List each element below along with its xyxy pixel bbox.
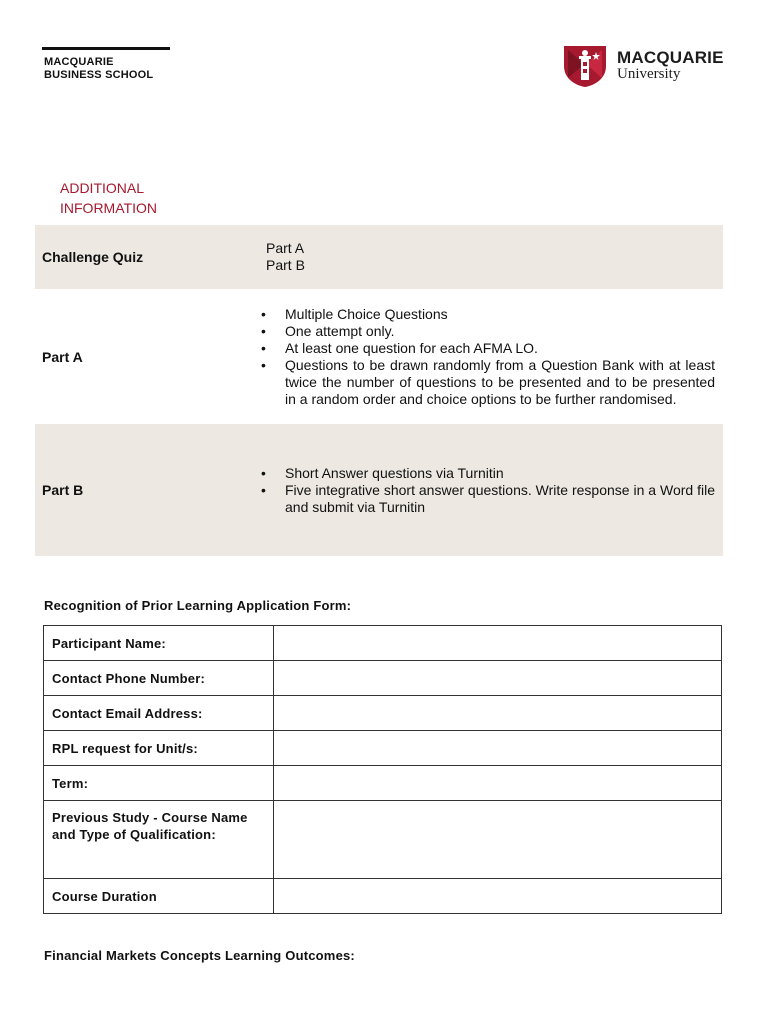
learning-outcomes-heading: Financial Markets Concepts Learning Outcomes: xyxy=(44,948,355,963)
list-item: • Five integrative short answer questions. Write response in a Word file and submit via Turnitin xyxy=(260,482,715,516)
field-label: Term: xyxy=(44,766,274,801)
university-logo xyxy=(562,44,732,90)
info-label: Part B xyxy=(42,482,84,498)
list-item: • At least one question for each AFMA LO. xyxy=(260,340,715,357)
bullet-list xyxy=(260,465,715,516)
field-label: Contact Phone Number: xyxy=(44,661,274,696)
logo-subtitle: University xyxy=(617,66,681,82)
field-label: Previous Study - Course Name and Type of Qualification: xyxy=(44,801,274,879)
form-row xyxy=(44,661,722,696)
field-label: RPL request for Unit/s: xyxy=(44,731,274,766)
info-value: Part A Part B xyxy=(266,240,305,273)
info-label: Part A xyxy=(42,348,83,365)
field-label: Contact Email Address: xyxy=(44,696,274,731)
list-item: • Short Answer questions via Turnitin xyxy=(260,465,715,482)
rpl-units-field[interactable] xyxy=(274,731,722,766)
university-crest-icon xyxy=(562,44,608,88)
form-row xyxy=(44,696,722,731)
form-row xyxy=(44,766,722,801)
participant-name-field[interactable] xyxy=(274,626,722,661)
rpl-form-heading: Recognition of Prior Learning Application Form: xyxy=(44,598,352,613)
info-value xyxy=(260,424,723,556)
school-name: MACQUARIE BUSINESS SCHOOL xyxy=(44,56,154,81)
form-row xyxy=(44,626,722,661)
course-duration-field[interactable] xyxy=(274,879,722,914)
info-row-part-b xyxy=(35,424,723,556)
bullet-list xyxy=(260,306,715,408)
header-rule xyxy=(42,47,170,50)
previous-study-field[interactable] xyxy=(274,801,722,879)
contact-phone-field[interactable] xyxy=(274,661,722,696)
info-label: Challenge Quiz xyxy=(42,249,144,265)
info-row-challenge-quiz xyxy=(35,225,723,289)
logo-wordmark: MACQUARIE xyxy=(617,48,724,67)
list-item: • Questions to be drawn randomly from a Question Bank with at least twice the number of questions to be presented and to be presented in a random order and choice options to be further randomised. xyxy=(260,357,715,408)
additional-info-table xyxy=(35,225,723,556)
term-field[interactable] xyxy=(274,766,722,801)
contact-email-field[interactable] xyxy=(274,696,722,731)
field-label: Course Duration xyxy=(44,879,274,914)
form-row xyxy=(44,879,722,914)
form-row xyxy=(44,801,722,879)
field-label: Participant Name: xyxy=(44,626,274,661)
info-row-part-a xyxy=(35,289,723,424)
list-item: • Multiple Choice Questions xyxy=(260,306,715,323)
info-value xyxy=(260,289,723,424)
form-row xyxy=(44,731,722,766)
rpl-form-table xyxy=(43,625,722,914)
section-title: ADDITIONAL INFORMATION xyxy=(60,180,157,216)
list-item: • One attempt only. xyxy=(260,323,715,340)
